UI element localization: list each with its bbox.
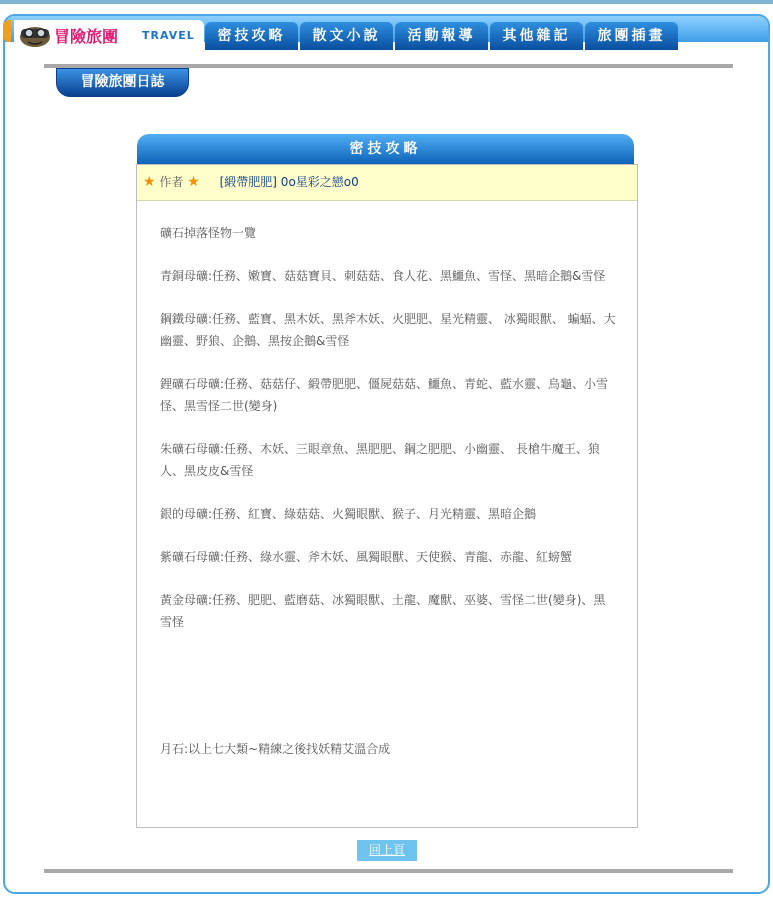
article-box (136, 164, 638, 828)
goggles-mascot-icon (18, 22, 52, 48)
top-strip (0, 0, 773, 4)
article-content (160, 222, 616, 654)
article-header: 密技攻略 (137, 134, 634, 164)
star-icon: ★ (143, 174, 156, 190)
section-badge: 冒險旅團日誌 (56, 68, 189, 97)
article-paragraph: 鋰礦石母礦:任務、菇菇仔、緞帶肥肥、僵屍菇菇、鱷魚、青蛇、藍水靈、烏龜、小雪怪、黑雪怪二世(變身) (160, 377, 609, 413)
article-paragraph: 紫礦石母礦:任務、綠水靈、斧木妖、風獨眼獸、天使猴、青龍、赤龍、紅螃蟹 (160, 550, 573, 564)
site-logo[interactable] (14, 20, 204, 50)
nav-tab-prose[interactable]: 散文小說 (300, 22, 393, 50)
article-paragraph: 朱礦石母礦:任務、木妖、三眼章魚、黑肥肥、鋼之肥肥、小幽靈、 長槍牛魔王、狼人、黑皮皮&雪怪 (160, 442, 600, 478)
logo-subtitle: TRAVEL (142, 29, 195, 42)
main-nav (205, 22, 680, 50)
author-label: 作者 (159, 175, 184, 189)
logo-title: 冒險旅團 (54, 27, 119, 46)
article-paragraph: 青銅母礦:任務、嫩寶、菇菇寶貝、刺菇菇、食人花、黑鱷魚、雪怪、黑暗企鵝&雪怪 (160, 269, 606, 283)
moonstone-note: 月石:以上七大類~精練之後找妖精艾溫合成 (160, 742, 391, 756)
star-icon: ★ (187, 174, 200, 190)
article-paragraph: 黃金母礦:任務、肥肥、藍磨菇、冰獨眼獸、土龍、魔獸、巫婆、雪怪二世(變身)、黑雪怪 (160, 593, 606, 629)
bottom-divider (44, 869, 733, 873)
nav-tab-illustrations[interactable]: 旅團插畫 (585, 22, 678, 50)
article-paragraph: 銀的母礦:任務、紅寶、綠菇菇、火獨眼獸、猴子、月光精靈、黑暗企鵝 (160, 507, 537, 521)
frame-corner-tab (3, 20, 11, 42)
article-paragraph: 鋼鐵母礦:任務、藍寶、黑木妖、黑斧木妖、火肥肥、星光精靈、 冰獨眼獸、 蝙蝠、大幽靈、野狼、企鵝、黑按企鵝&雪怪 (160, 312, 616, 348)
nav-tab-events[interactable]: 活動報導 (395, 22, 488, 50)
author-name: [緞帶肥肥] 0o星彩之戀o0 (219, 175, 359, 189)
nav-tab-misc[interactable]: 其他雜記 (490, 22, 583, 50)
article-paragraph: 礦石掉落怪物一覽 (160, 226, 257, 240)
back-button[interactable]: 回上頁 (357, 840, 417, 861)
nav-tab-tips[interactable]: 密技攻略 (205, 22, 298, 50)
author-row (137, 165, 637, 201)
